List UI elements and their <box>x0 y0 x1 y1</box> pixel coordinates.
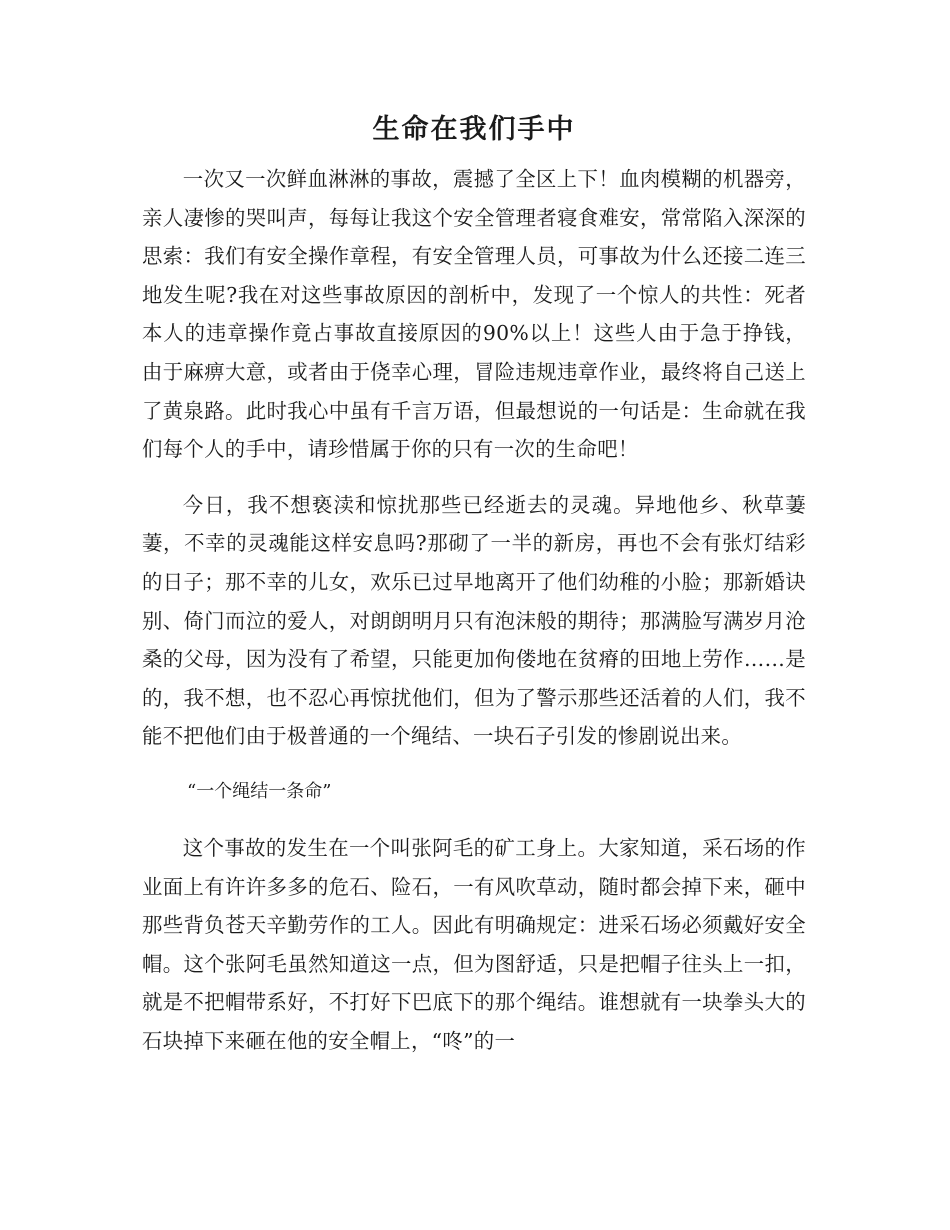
document-page <box>142 110 806 1077</box>
document-title: 生命在我们手中 <box>372 114 576 145</box>
section-subheading: “一个绳结一条命” <box>187 780 332 802</box>
paragraph-3: 这个事故的发生在一个叫张阿毛的矿工身上。大家知道，采石场的作业面上有许许多多的危石、险石，一有风吹草动，随时都会掉下来，砸中那些背负苍天辛勤劳作的工人。因此有明确规定：进采石场必须戴好安全帽。这个张阿毛虽然知道这一点，但为图舒适，只是把帽子往头上一扣，就是不把帽带系好，不打好下巴底下的那个绳结。谁想就有一块拳头大的石块掉下来砸在他的安全帽上，“咚”的一 <box>142 835 806 1053</box>
paragraph-1: 一次又一次鲜血淋淋的事故，震撼了全区上下！血肉模糊的机器旁，亲人凄惨的哭叫声，每每让我这个安全管理者寝食难安，常常陷入深深的思索：我们有安全操作章程，有安全管理人员，可事故为什么还接二连三地发生呢?我在对这些事故原因的剖析中，发现了一个惊人的共性：死者本人的违章操作竟占事故直接原因的90%以上！这些人由于急于挣钱，由于麻痹大意，或者由于侥幸心理，冒险违规违章作业，最终将自己送上了黄泉路。此时我心中虽有千言万语，但最想说的一句话是：生命就在我们每个人的手中，请珍惜属于你的只有一次的生命吧！ <box>142 167 806 462</box>
paragraph-2: 今日，我不想亵渎和惊扰那些已经逝去的灵魂。异地他乡、秋草萋萋，不幸的灵魂能这样安息吗?那砌了一半的新房，再也不会有张灯结彩的日子；那不幸的儿女，欢乐已过早地离开了他们幼稚的小脸；那新婚诀别、倚门而泣的爱人，对朗朗明月只有泡沫般的期待；那满脸写满岁月沧桑的父母，因为没有了希望，只能更加佝偻地在贫瘠的田地上劳作……是的，我不想，也不忍心再惊扰他们，但为了警示那些还活着的人们，我不能不把他们由于极普通的一个绳结、一块石子引发的惨剧说出来。 <box>142 492 806 749</box>
